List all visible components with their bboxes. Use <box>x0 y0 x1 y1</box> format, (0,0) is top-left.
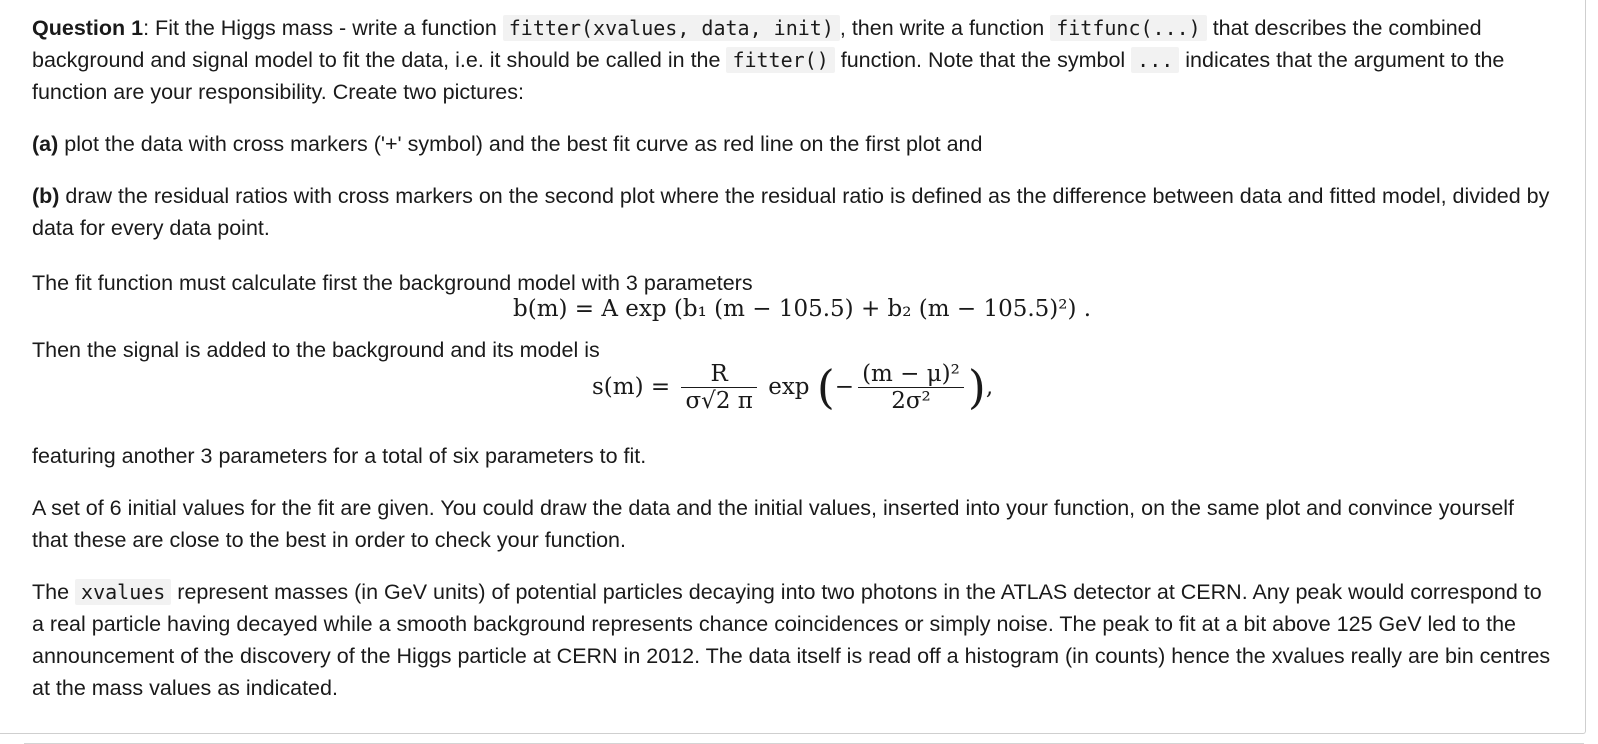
question-label: Question 1 <box>32 16 144 40</box>
featuring-text: featuring another 3 parameters for a total of six parameters to fit. <box>32 444 647 468</box>
question-text <box>32 12 1552 264</box>
background-eq-body: (b₁ (m − 105.5) + b₂ (m − 105.5)²) <box>673 296 1077 322</box>
signal-intro: Then the signal is added to the background and its model is <box>32 338 600 362</box>
intro-text-4: function. Note that the symbol <box>834 48 1132 72</box>
initial-values-paragraph: A set of 6 initial values for the fit are given. You could draw the data and the initial values, inserted into your function, on the same plot and convince yourself that these are close to the best in order to check your function. <box>32 496 1515 552</box>
part-a-label: (a) <box>32 132 59 156</box>
xvalues-paragraph <box>32 576 1552 704</box>
signal-eq-lhs: s(m) = <box>592 374 671 400</box>
fraction-numerator: R <box>710 360 728 387</box>
background-intro: The fit function must calculate first the background model with 3 parameters <box>32 271 753 295</box>
intro-text-1: : Fit the Higgs mass - write a function <box>143 16 503 40</box>
xvalues-text-1: The <box>32 580 76 604</box>
xvalues-text-2: represent masses (in GeV units) of potential particles decaying into two photons in the ATLAS detector at CERN. Any peak would correspond to a real particle having decayed while a smooth background represents chance coincidences or simply noise. The peak to fit at a bit above 125 GeV led to the announcement of the discovery of the Higgs particle at CERN in 2012. The data itself is read off a histogram (in counts) hence the xvalues really are bin centres at the mass values as indicated. <box>32 580 1551 700</box>
code-xvalues: xvalues <box>75 579 171 605</box>
part-b-label: (b) <box>32 184 60 208</box>
background-eq-end: . <box>1076 296 1092 322</box>
signal-equation <box>592 360 993 414</box>
signal-normalization-fraction <box>681 361 756 414</box>
part-a-text: plot the data with cross markers ('+' symbol) and the best fit curve as red line on the first plot and <box>58 132 983 156</box>
question-intro <box>32 12 1552 108</box>
closing-paragraphs <box>32 492 1552 724</box>
code-fitter-call: fitter() <box>726 47 834 73</box>
left-paren: ( <box>816 360 835 414</box>
signal-eq-end: , <box>985 374 994 400</box>
background-equation <box>513 296 1091 322</box>
intro-text-5: indicates that the argument to the function are your responsibility. Create two pictures: <box>32 48 1505 104</box>
gaussian-numerator: (m − μ)² <box>862 360 960 387</box>
fraction-denominator: σ√2 π <box>681 387 756 414</box>
part-b-text: draw the residual ratios with cross markers on the second plot where the residual ratio is defined as the difference between data and fitted model, divided by data for every data point. <box>32 184 1550 240</box>
part-b <box>32 180 1552 244</box>
exp-function: exp <box>768 374 810 400</box>
right-paren: ) <box>967 360 986 414</box>
part-a <box>32 128 1552 160</box>
code-fitfunc: fitfunc(...) <box>1050 15 1207 41</box>
code-ellipsis: ... <box>1131 47 1179 73</box>
intro-text-2: , then write a function <box>839 16 1051 40</box>
code-fitter-signature: fitter(xvalues, data, init) <box>503 15 840 41</box>
minus-sign: − <box>834 374 855 400</box>
gaussian-denominator: 2σ² <box>858 387 964 414</box>
gaussian-fraction <box>858 361 964 414</box>
intro-text-3: that describes the combined background and signal model to fit the data, i.e. it should be called in the <box>32 16 1482 72</box>
background-eq-lhs: b(m) = A exp <box>513 296 674 322</box>
